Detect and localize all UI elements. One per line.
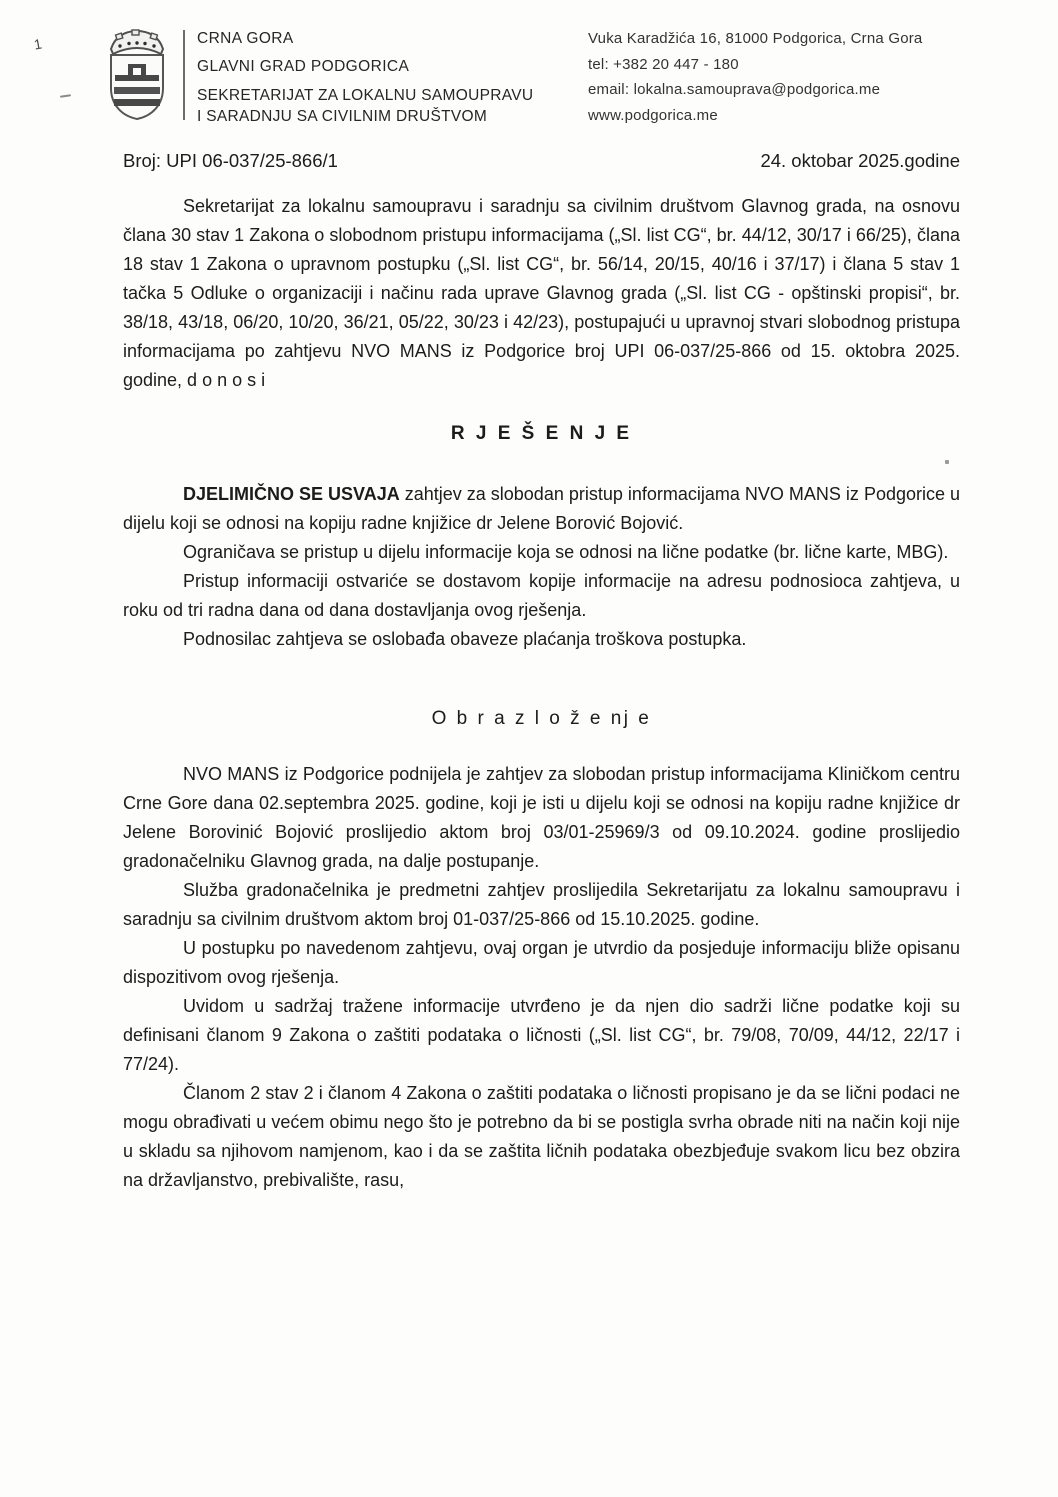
- document-date: 24. oktobar 2025.godine: [760, 150, 960, 171]
- intro-paragraph: Sekretarijat za lokalnu samoupravu i saradnju sa civilnim društvom Glavnog grada, na osnovu člana 30 stav 1 Zakona o slobodnom pristupu informacijama („Sl. list CG“, br. 44/12, 30/17 i 66/25), člana 18 stav 1 Zakona o upravnom postupku („Sl. list CG“, br. 56/14, 20/15, 40/16 i 37/17) i člana 5 stav 1 tačka 5 Odluke o organizaciji i načinu rada uprave Glavnog grada („Sl. list CG - opštinski propisi“, br. 38/18, 43/18, 06/20, 10/20, 36/21, 05/22, 30/23 i 42/23), postupajući u upravnoj stvari slobodnog pristupa informacijama po zahtjevu NVO MANS iz Podgorice broj UPI 06-037/25-866 od 15. oktobra 2025. godine, d o n o s i: [123, 196, 960, 390]
- podgorica-coat-of-arms-icon: [102, 28, 172, 123]
- letterhead-divider: [183, 30, 185, 120]
- document-body: [123, 192, 960, 1195]
- org-secretariat-line1: SEKRETARIJAT ZA LOKALNU SAMOUPRAVU: [197, 87, 534, 104]
- reference-row: [123, 150, 960, 172]
- decision-paragraph-1-rest: zahtjev za slobodan pristup informacijama NVO MANS iz Podgorice u dijelu koji se odnosi na kopiju radne knjižice dr Jelene Borović Bojović.: [123, 484, 961, 533]
- decision-lead-bold: DJELIMIČNO SE USVAJA: [183, 484, 400, 504]
- explanation-paragraph-2: Služba gradonačelnika je predmetni zahtjev proslijedila Sekretarijatu za lokalnu samoupravu i saradnju sa civilnim društvom aktom broj 01-037/25-866 od 15.10.2025. godine.: [123, 880, 960, 929]
- explanation-paragraph-3: U postupku po navedenom zahtjevu, ovaj organ je utvrdio da posjeduje informaciju bliže opisanu dispozitivom ovog rješenja.: [123, 938, 960, 987]
- contact-website: www.podgorica.me: [588, 106, 718, 124]
- scan-page-mark: 1: [32, 35, 44, 53]
- decision-paragraph-4: Podnosilac zahtjeva se oslobađa obaveze plaćanja troškova postupka.: [183, 629, 747, 649]
- org-city: GLAVNI GRAD PODGORICA: [197, 58, 410, 75]
- organization-block: [197, 30, 577, 126]
- contact-email: email: lokalna.samouprava@podgorica.me: [588, 81, 881, 98]
- letterhead: [0, 0, 1058, 140]
- explanation-heading: O b r a z l o ž e nj e: [431, 708, 652, 729]
- decision-heading: R J E Š E N J E: [450, 423, 633, 444]
- contact-phone: tel: +382 20 447 - 180: [588, 55, 739, 73]
- decision-paragraph-3: Pristup informaciji ostvariće se dostavom kopije informacije na adresu podnosioca zahtjeva, u roku od tri radna dana od dana dostavljanja ovog rješenja.: [123, 571, 960, 620]
- explanation-paragraph-5: Članom 2 stav 2 i članom 4 Zakona o zaštiti podataka o ličnosti propisano je da se lični podaci ne mogu obrađivati u većem obimu nego što je potrebno da bi se postigla svrha obrade niti na način koji nije u skladu sa njihovom namjenom, kao i da se zaštita ličnih podataka obezbjeđuje svakom licu bez obzira na državljanstvo, prebivalište, rasu,: [123, 1083, 960, 1190]
- explanation-paragraph-1: NVO MANS iz Podgorice podnijela je zahtjev za slobodan pristup informacijama Kliničkom centru Crne Gore dana 02.septembra 2025. godine, koji je isti u dijelu koji se odnosi na kopiju radne knjižice dr Jelene Borovinić Bojović proslijedio aktom broj 03/01-25969/3 od 09.10.2024. godine proslijedio gradonačelniku Glavnog grada, na dalje postupanje.: [123, 764, 960, 871]
- org-secretariat-line2: I SARADNJU SA CIVILNIM DRUŠTVOM: [197, 108, 488, 125]
- decision-paragraph-1: [123, 480, 960, 538]
- org-country: CRNA GORA: [197, 30, 294, 47]
- reference-number: Broj: UPI 06-037/25-866/1: [123, 150, 338, 171]
- decision-paragraph-2: Ograničava se pristup u dijelu informacije koja se odnosi na lične podatke (br. lične karte, MBG).: [183, 542, 949, 562]
- contact-block: [588, 30, 978, 132]
- explanation-paragraph-4: Uvidom u sadržaj tražene informacije utvrđeno je da njen dio sadrži lične podatke koji su definisani članom 9 Zakona o zaštiti podataka o ličnosti („Sl. list CG“, br. 79/08, 70/09, 44/12, 22/17 i 77/24).: [123, 996, 960, 1074]
- contact-address: Vuka Karadžića 16, 81000 Podgorica, Crna Gora: [588, 30, 923, 47]
